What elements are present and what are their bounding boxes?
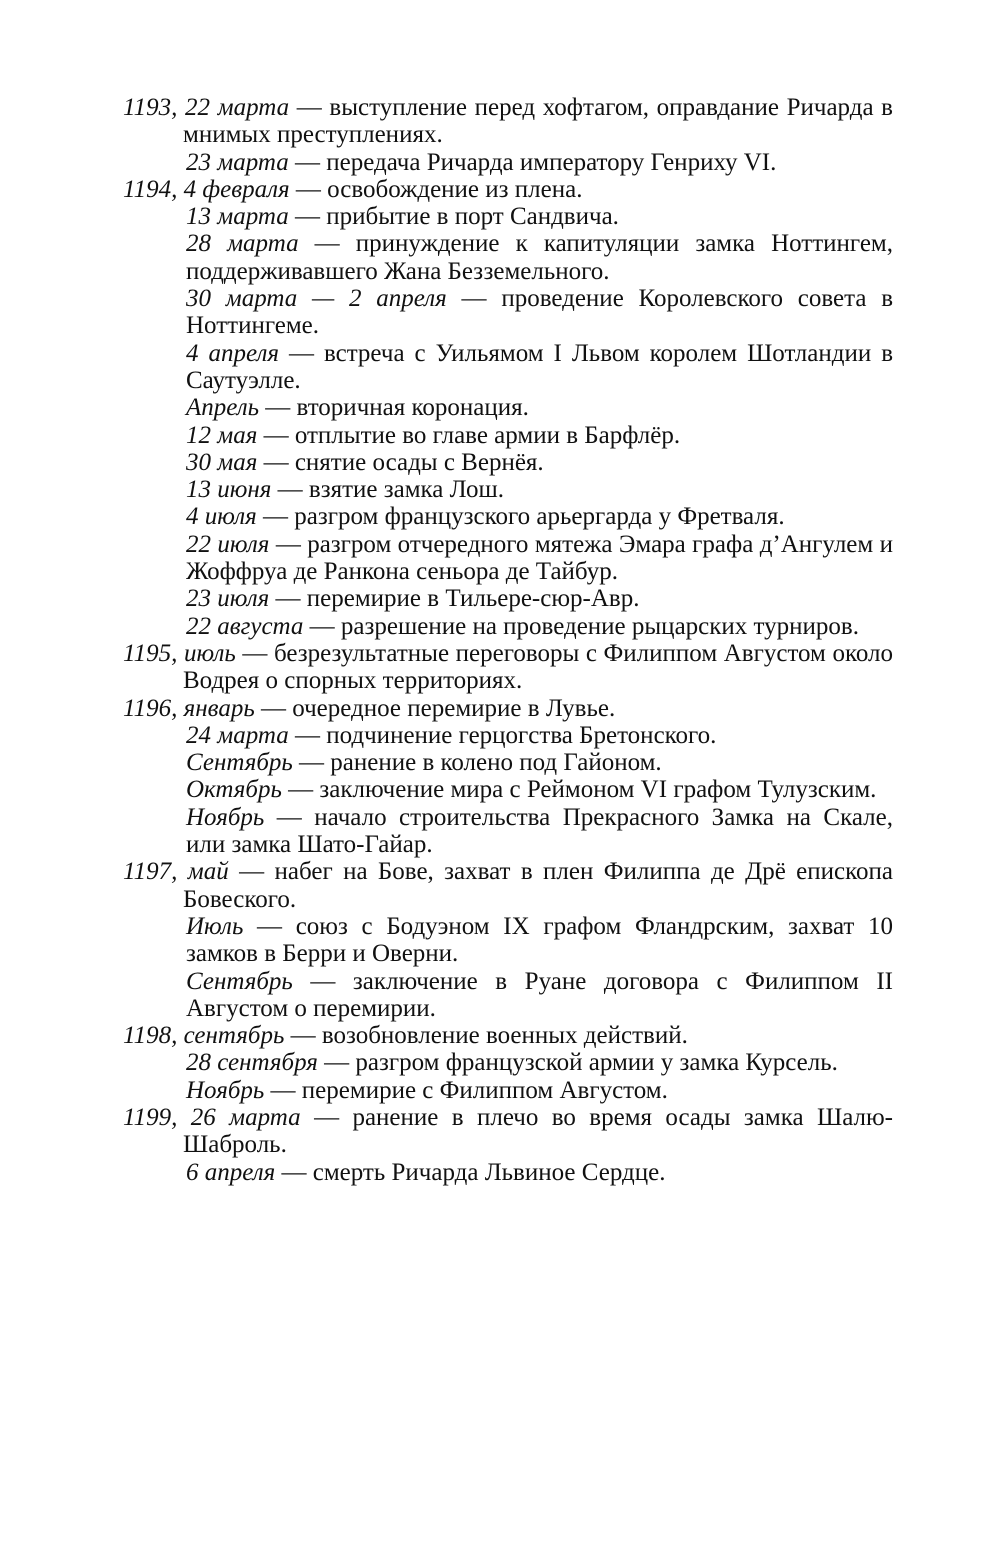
entry-date: Ноябрь xyxy=(186,1076,265,1104)
entry-description: — ранение в плечо во время осады замка Шалю-Шаброль. xyxy=(183,1103,893,1159)
entry-date: 22 августа xyxy=(186,612,304,640)
chronology-subentry xyxy=(123,913,893,968)
entry-description: — разгром французского арьергарда у Фретваля. xyxy=(256,503,785,531)
chronology-subentry xyxy=(123,613,893,640)
entry-date: 1199, 26 марта xyxy=(123,1103,301,1131)
chronology-year-entry xyxy=(123,640,893,695)
chronology-subentry xyxy=(123,1159,893,1186)
entry-description: — перемирие в Тильере-сюр-Авр. xyxy=(269,585,640,613)
entry-description: — возобновление военных действий. xyxy=(284,1022,688,1050)
entry-description: — вторичная коронация. xyxy=(259,394,529,422)
entry-date: Ноябрь xyxy=(186,803,265,831)
entry-description: — взятие замка Лош. xyxy=(271,476,504,504)
chronology-subentry xyxy=(123,531,893,586)
entry-description: — разгром отчередного мятежа Эмара графа д’Ангулем и Жоффруа де Ранкона сеньора де Тайбур. xyxy=(186,530,893,586)
entry-date: 28 сентября xyxy=(186,1049,318,1077)
entry-date: 28 марта xyxy=(186,230,299,258)
chronology-year-entry xyxy=(123,94,893,149)
entry-description: — отплытие во главе армии в Барфлёр. xyxy=(257,421,681,449)
entry-description: — смерть Ричарда Львиное Сердце. xyxy=(275,1158,666,1186)
chronology-subentry xyxy=(123,749,893,776)
entry-date: 22 июля xyxy=(186,530,270,558)
entry-date: 1197, май xyxy=(123,858,229,886)
entry-description: — прибытие в порт Сандвича. xyxy=(288,203,619,231)
entry-description: — снятие осады с Вернёя. xyxy=(257,448,544,476)
entry-description: — очередное перемирие в Лувье. xyxy=(254,694,616,722)
chronology-subentry xyxy=(123,722,893,749)
entry-description: — освобождение из плена. xyxy=(289,175,583,203)
entry-date: 1195, июль xyxy=(123,639,236,667)
chronology-subentry xyxy=(123,340,893,395)
chronology-subentry xyxy=(123,422,893,449)
chronology-subentry xyxy=(123,804,893,859)
entry-date: 1193, 22 марта xyxy=(123,94,290,121)
entry-description: — начало строительства Прекрасного Замка на Скале, или замка Шато-Гайар. xyxy=(186,803,893,859)
chronology-subentry xyxy=(123,203,893,230)
chronology-subentry xyxy=(123,585,893,612)
chronology-year-entry xyxy=(123,176,893,203)
entry-date: 23 марта xyxy=(186,148,289,176)
entry-description: — встреча с Уильямом I Львом королем Шотландии в Саутуэлле. xyxy=(186,339,893,394)
entry-date: Июль xyxy=(186,912,244,940)
entry-description: — выступление перед хофтагом, оправдание Ричарда в мнимых преступлениях. xyxy=(183,94,893,149)
chronology-year-entry xyxy=(123,858,893,913)
entry-description: — заключение мира с Реймоном VI графом Тулузским. xyxy=(281,776,877,804)
entry-description: — безрезультатные переговоры с Филиппом Августом около Водрея о спорных территориях. xyxy=(183,639,893,695)
chronology-subentry xyxy=(123,503,893,530)
chronology-list xyxy=(123,94,893,1186)
entry-date: 13 марта xyxy=(186,203,289,231)
entry-date: Октябрь xyxy=(186,776,282,804)
entry-date: 4 апреля xyxy=(186,339,279,367)
entry-date: 1194, 4 февраля xyxy=(123,175,290,203)
chronology-year-entry xyxy=(123,695,893,722)
chronology-subentry xyxy=(123,1049,893,1076)
chronology-subentry xyxy=(123,285,893,340)
entry-date: Апрель xyxy=(186,394,260,422)
entry-date: Сентябрь xyxy=(186,749,293,777)
chronology-subentry xyxy=(123,476,893,503)
entry-date: 23 июля xyxy=(186,585,270,613)
entry-date: 30 марта — 2 апреля xyxy=(186,285,447,313)
entry-date: 30 мая xyxy=(186,448,258,476)
entry-date: Сентябрь xyxy=(186,967,293,995)
chronology-page xyxy=(123,94,893,1186)
entry-description: — проведение Королевского совета в Ноттингеме. xyxy=(186,285,893,340)
chronology-year-entry xyxy=(123,1022,893,1049)
entry-date: 4 июля xyxy=(186,503,257,531)
entry-description: — передача Ричарда императору Генриху VI. xyxy=(288,148,777,176)
entry-description: — перемирие с Филиппом Августом. xyxy=(264,1076,668,1104)
entry-description: — разрешение на проведение рыцарских турниров. xyxy=(303,612,859,640)
entry-description: — ранение в колено под Гайоном. xyxy=(292,749,662,777)
entry-date: 13 июня xyxy=(186,476,272,504)
entry-description: — союз с Бодуэном IX графом Фландрским, захват 10 замков в Берри и Оверни. xyxy=(186,912,893,968)
entry-date: 1198, сентябрь xyxy=(123,1022,285,1050)
chronology-subentry xyxy=(123,776,893,803)
entry-date: 6 апреля xyxy=(186,1158,276,1186)
entry-description: — принуждение к капитуляции замка Ноттингем, поддерживавшего Жана Безземельного. xyxy=(186,230,893,285)
entry-date: 12 мая xyxy=(186,421,258,449)
chronology-subentry xyxy=(123,968,893,1023)
chronology-subentry xyxy=(123,394,893,421)
chronology-subentry xyxy=(123,1077,893,1104)
chronology-subentry xyxy=(123,449,893,476)
entry-description: — набег на Бове, захват в плен Филиппа де Дрё епископа Бовеского. xyxy=(183,858,893,913)
chronology-year-entry xyxy=(123,1104,893,1159)
chronology-subentry xyxy=(123,230,893,285)
entry-description: — заключение в Руане договора с Филиппом II Августом о перемирии. xyxy=(186,967,893,1022)
entry-description: — подчинение герцогства Бретонского. xyxy=(288,721,717,749)
entry-date: 24 марта xyxy=(186,721,289,749)
entry-date: 1196, январь xyxy=(123,694,255,722)
entry-description: — разгром французской армии у замка Курсель. xyxy=(317,1049,838,1077)
chronology-subentry xyxy=(123,149,893,176)
